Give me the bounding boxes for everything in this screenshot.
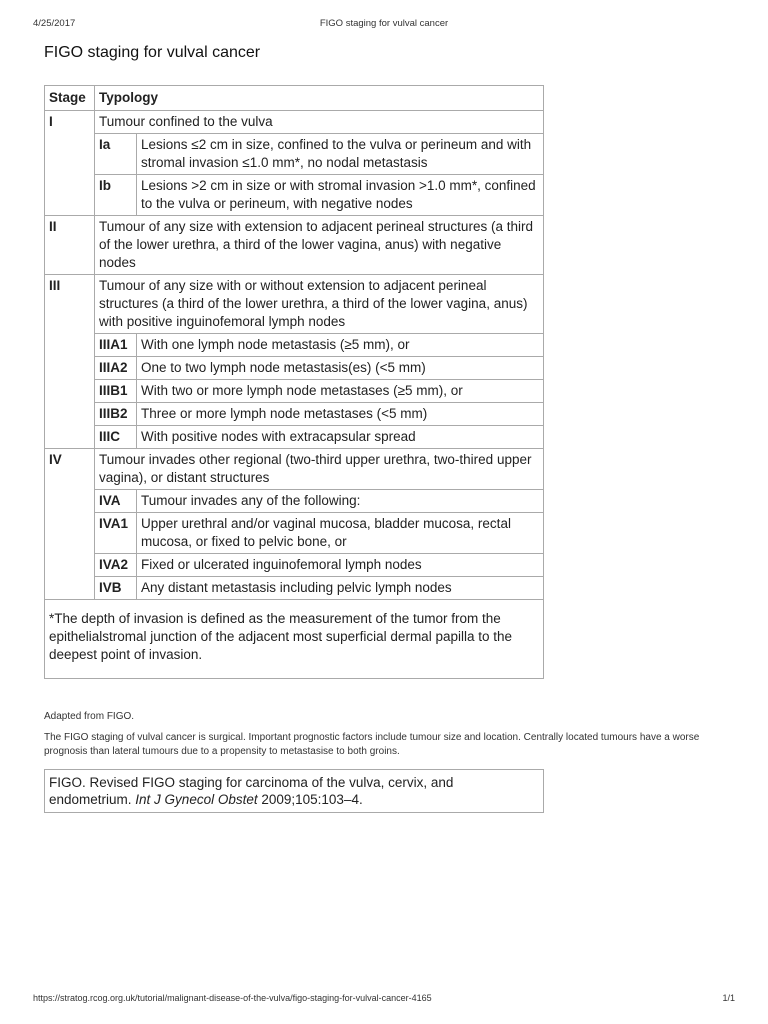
print-date: 4/25/2017 xyxy=(33,18,76,29)
typology-cell: Upper urethral and/or vaginal mucosa, bladder mucosa, rectal mucosa, or fixed to pelvic bone, or xyxy=(137,513,544,554)
typology-cell: Tumour confined to the vulva xyxy=(95,111,544,134)
substage-cell: IVB xyxy=(95,577,137,600)
table-footnote: *The depth of invasion is defined as the measurement of the tumor from the epithelialstromal junction of the adjacent most superficial dermal papilla to the deepest point of invasion. xyxy=(45,600,544,679)
typology-cell: Lesions ≤2 cm in size, confined to the vulva or perineum and with stromal invasion ≤1.0 mm*, no nodal metastasis xyxy=(137,134,544,175)
table-row xyxy=(45,403,544,426)
table-row xyxy=(45,275,544,334)
table-row xyxy=(45,554,544,577)
substage-cell: IIIC xyxy=(95,426,137,449)
print-footer-url: https://stratog.rcog.org.uk/tutorial/malignant-disease-of-the-vulva/figo-staging-for-vulval-cancer-4165 xyxy=(33,993,432,1003)
substage-cell: IVA2 xyxy=(95,554,137,577)
typology-cell: With two or more lymph node metastases (≥5 mm), or xyxy=(137,380,544,403)
col-typology-header: Typology xyxy=(95,86,544,111)
substage-cell: IIIB2 xyxy=(95,403,137,426)
table-footnote-row xyxy=(45,600,544,679)
stage-cell: I xyxy=(45,111,95,216)
typology-cell: One to two lymph node metastasis(es) (<5 mm) xyxy=(137,357,544,380)
reference-box xyxy=(44,769,544,813)
reference-text: FIGO. Revised FIGO staging for carcinoma of the vulva, cervix, and endometrium. xyxy=(49,775,454,807)
stage-cell: II xyxy=(45,216,95,275)
substage-cell: IVA xyxy=(95,490,137,513)
typology-cell: With positive nodes with extracapsular spread xyxy=(137,426,544,449)
table-row xyxy=(45,111,544,134)
table-row xyxy=(45,490,544,513)
substage-cell: Ib xyxy=(95,175,137,216)
substage-cell: IIIB1 xyxy=(95,380,137,403)
typology-cell: Any distant metastasis including pelvic lymph nodes xyxy=(137,577,544,600)
typology-cell: Lesions >2 cm in size or with stromal invasion >1.0 mm*, confined to the vulva or perineum, with negative nodes xyxy=(137,175,544,216)
staging-table xyxy=(44,85,544,679)
table-row xyxy=(45,216,544,275)
substage-cell: IVA1 xyxy=(95,513,137,554)
table-row xyxy=(45,449,544,490)
table-row xyxy=(45,334,544,357)
table-row xyxy=(45,426,544,449)
typology-cell: Tumour invades any of the following: xyxy=(137,490,544,513)
typology-cell: Tumour of any size with extension to adjacent perineal structures (a third of the lower urethra, a third of the lower vagina, anus) with negative nodes xyxy=(95,216,544,275)
stage-cell: III xyxy=(45,275,95,449)
typology-cell: Tumour of any size with or without extension to adjacent perineal structures (a third of the lower urethra, a third of the lower vagina, anus) with positive inguinofemoral lymph nodes xyxy=(95,275,544,334)
table-row xyxy=(45,357,544,380)
print-header-title: FIGO staging for vulval cancer xyxy=(319,18,449,29)
reference-journal: Int J Gynecol Obstet xyxy=(135,792,258,807)
table-row xyxy=(45,134,544,175)
table-row xyxy=(45,175,544,216)
table-row xyxy=(45,513,544,554)
table-header-row xyxy=(45,86,544,111)
source-note: Adapted from FIGO. xyxy=(44,711,135,722)
table-row xyxy=(45,380,544,403)
typology-cell: Tumour invades other regional (two-third upper urethra, two-thired upper vagina), or distant structures xyxy=(95,449,544,490)
substage-cell: IIIA1 xyxy=(95,334,137,357)
col-stage-header: Stage xyxy=(45,86,95,111)
page-title: FIGO staging for vulval cancer xyxy=(44,44,261,61)
typology-cell: Three or more lymph node metastases (<5 mm) xyxy=(137,403,544,426)
stage-cell: IV xyxy=(45,449,95,600)
substage-cell: Ia xyxy=(95,134,137,175)
body-paragraph: The FIGO staging of vulval cancer is surgical. Important prognostic factors include tumour size and location. Centrally located tumours have a worse prognosis than lateral tumours due to a propensity to metastasise to both groins. xyxy=(44,732,700,757)
substage-cell: IIIA2 xyxy=(95,357,137,380)
print-page-number: 1/1 xyxy=(722,993,735,1003)
reference-citation: 2009;105:103–4. xyxy=(257,792,363,807)
typology-cell: Fixed or ulcerated inguinofemoral lymph nodes xyxy=(137,554,544,577)
table-row xyxy=(45,577,544,600)
typology-cell: With one lymph node metastasis (≥5 mm), or xyxy=(137,334,544,357)
